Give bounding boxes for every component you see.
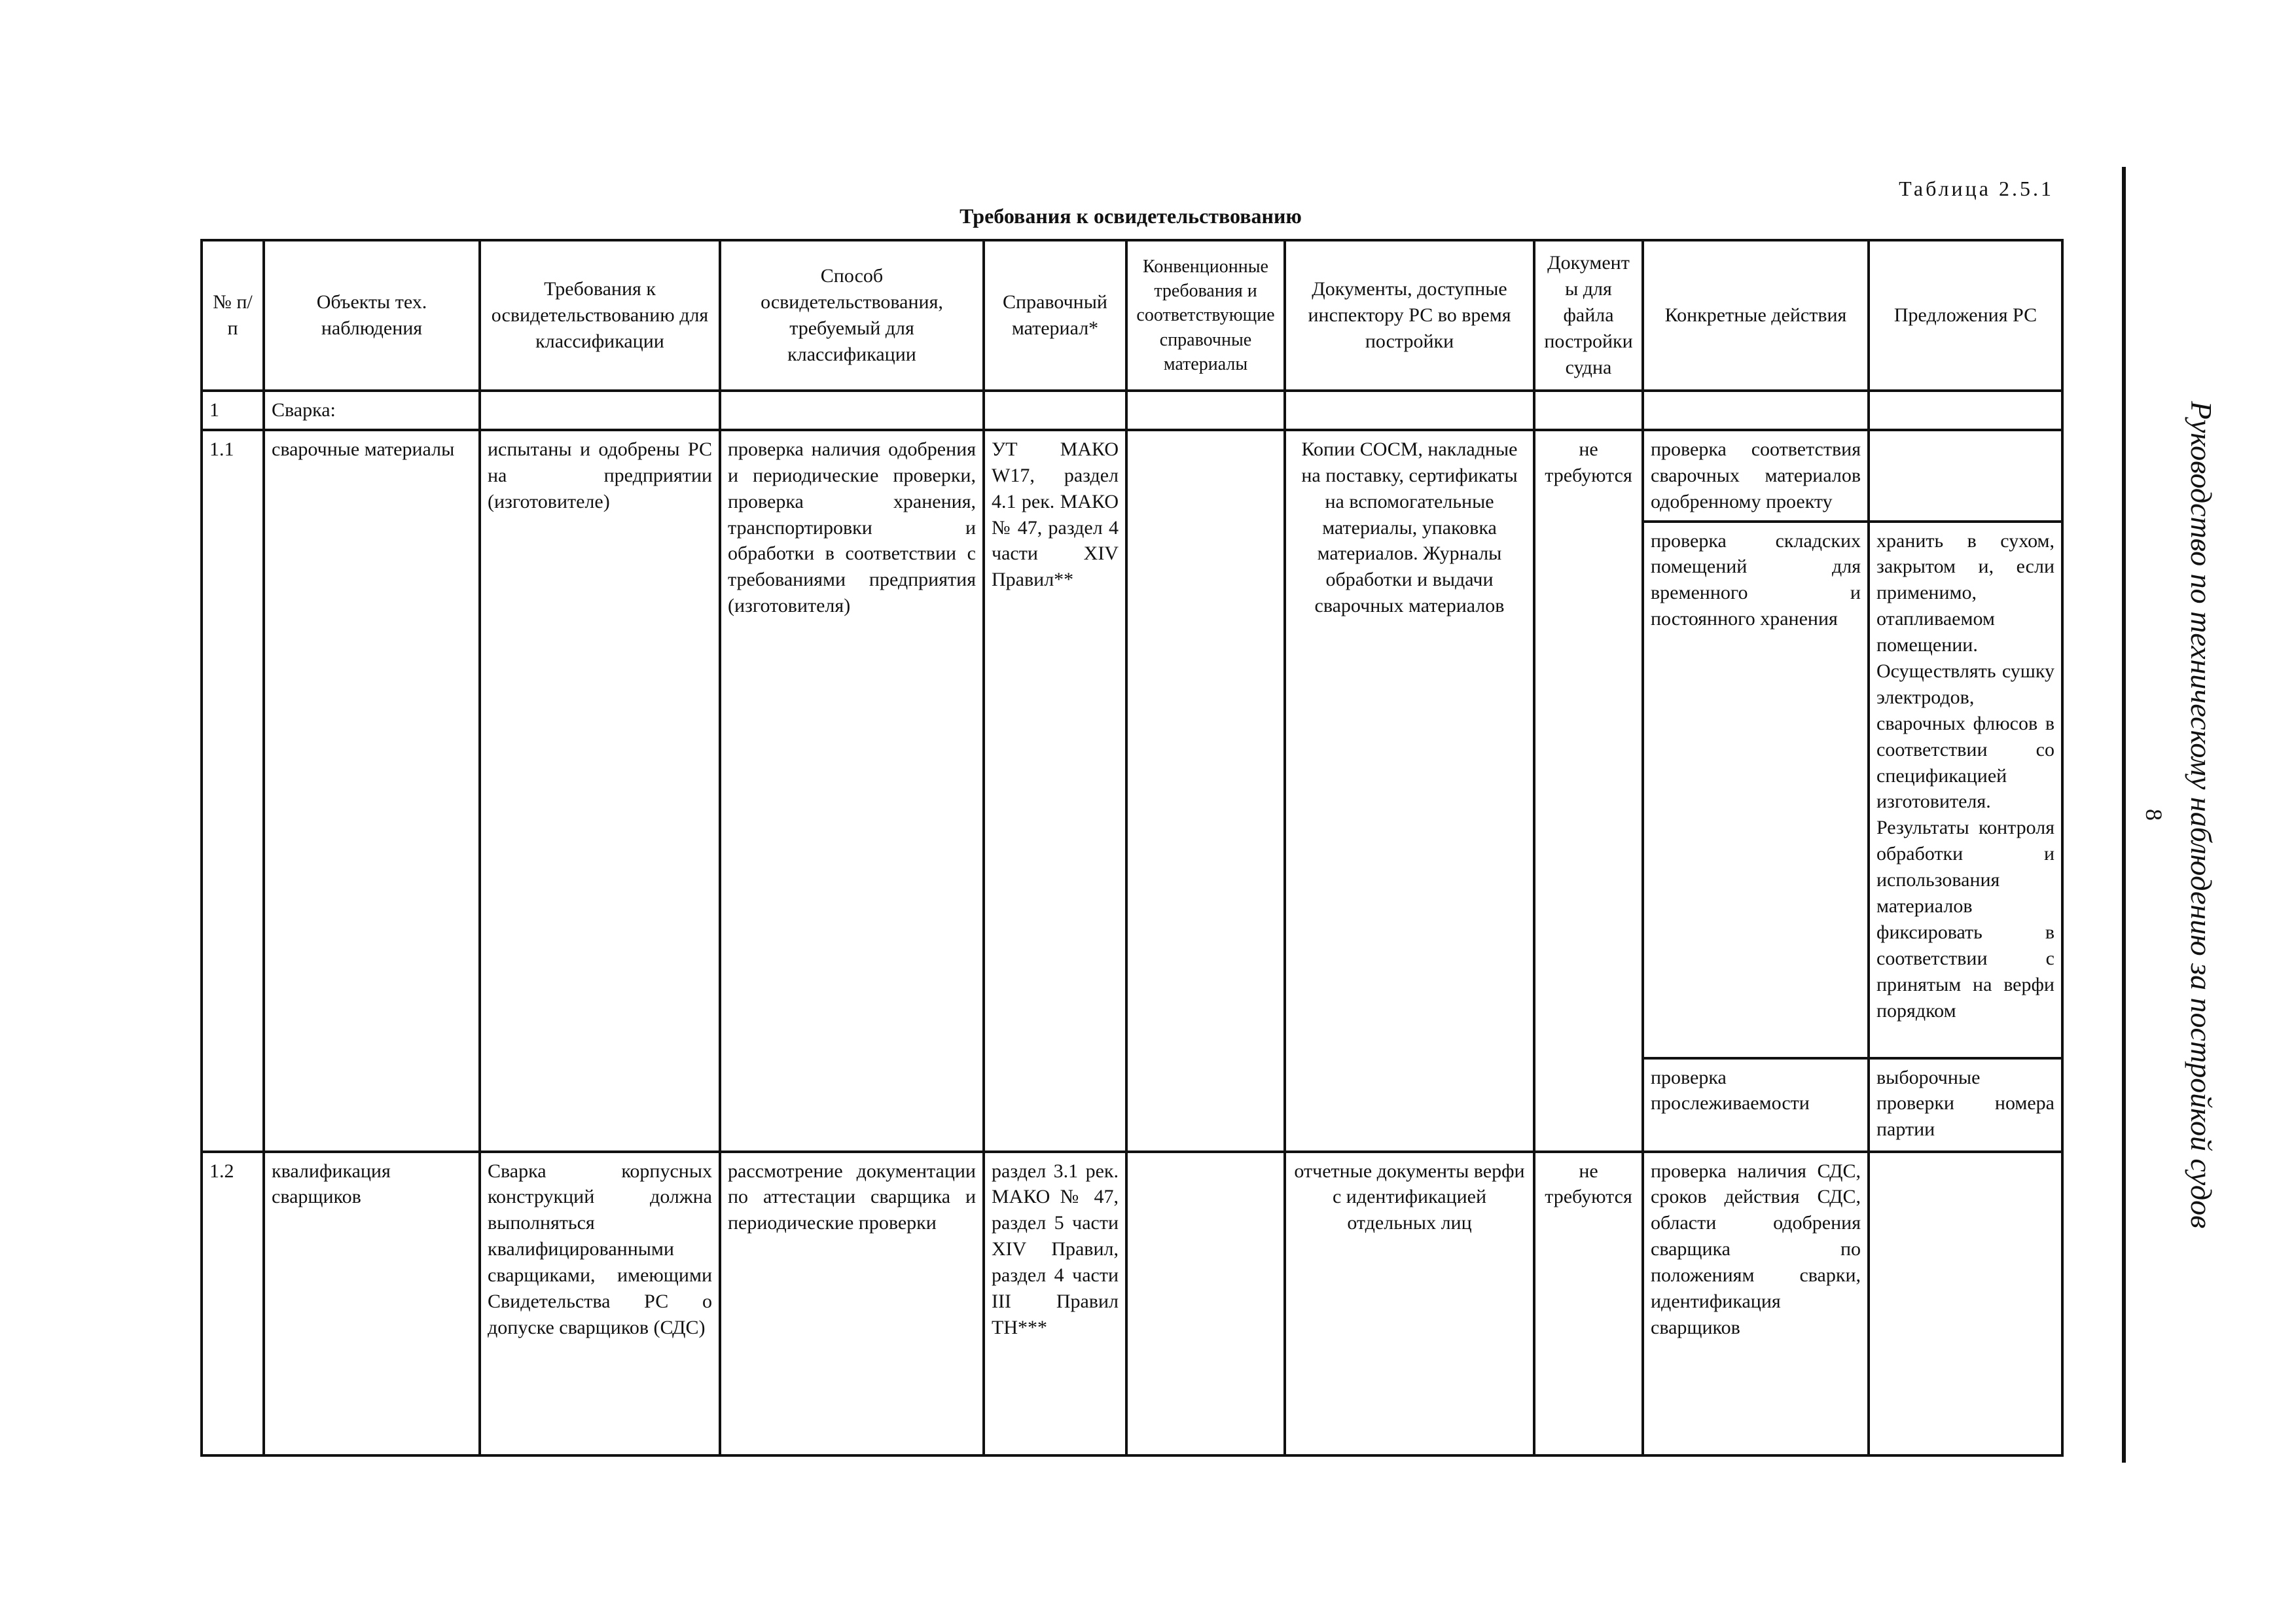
section-name: Сварка: xyxy=(264,391,480,430)
header-reference: Справочный материал* xyxy=(984,240,1126,391)
header-convention: Конвенционные требования и соответствующие справочные материалы xyxy=(1126,240,1285,391)
row-convention xyxy=(1126,1152,1285,1455)
row-proposal: хранить в сухом, закрытом и, если применимо, отапливаемом помещении. Осуществлять сушку электродов, сварочных флюсов в соответствии со спецификацией изготовителя. Результаты контроля обработки и использования материалов фиксировать в соответствии с принятым на верфи порядком xyxy=(1869,522,2062,1058)
row-action: проверка прослеживаемости xyxy=(1643,1058,1869,1152)
table-title: Требования к освидетельствованию xyxy=(960,204,1302,228)
row-file-docs: не требуются xyxy=(1534,430,1643,1152)
row-requirement: Сварка корпусных конструкций должна выполняться квалифицированными сварщиками, имеющими Свидетельства РС о допуске сварщиков (СДС) xyxy=(480,1152,720,1455)
section-num: 1 xyxy=(202,391,264,430)
table-number: Таблица 2.5.1 xyxy=(1899,177,2054,200)
header-num: № п/п xyxy=(202,240,264,391)
header-proposals: Предложения РС xyxy=(1869,240,2062,391)
row-requirement: испытаны и одобрены РС на предприятии (изготовителе) xyxy=(480,430,720,1152)
header-method: Способ освидетельствования, требуемый для классификации xyxy=(720,240,984,391)
header-requirement: Требования к освидетельствованию для классификации xyxy=(480,240,720,391)
row-method: проверка наличия одобрения и периодические проверки, проверка хранения, транспортировки и обработки в соответствии с требованиями предприятия (изготовителя) xyxy=(720,430,984,1152)
header-actions: Конкретные действия xyxy=(1643,240,1869,391)
header-object: Объекты тех. наблюдения xyxy=(264,240,480,391)
section-row xyxy=(202,391,2062,430)
row-convention xyxy=(1126,430,1285,1152)
row-object: сварочные материалы xyxy=(264,430,480,1152)
side-header xyxy=(2121,167,2219,1463)
row-proposal xyxy=(1869,1152,2062,1455)
header-file-docs: Документы для файла постройки судна xyxy=(1534,240,1643,391)
row-reference: раздел 3.1 рек. МАКО № 47, раздел 5 части XIV Правил, раздел 4 части III Правил ТН*** xyxy=(984,1152,1126,1455)
row-reference: УТ МАКО W17, раздел 4.1 рек. МАКО № 47, раздел 4 части XIV Правил** xyxy=(984,430,1126,1152)
row-method: рассмотрение документации по аттестации сварщика и периодические проверки xyxy=(720,1152,984,1455)
row-documents: Копии СОСМ, накладные на поставку, сертификаты на вспомогательные материалы, упаковка материалов. Журналы обработки и выдачи сварочных материалов xyxy=(1285,430,1534,1152)
row-action: проверка складских помещений для временного и постоянного хранения xyxy=(1643,522,1869,1058)
row-action: проверка наличия СДС, сроков действия СДС, области одобрения сварщика по положениям сварки, идентификация сварщиков xyxy=(1643,1152,1869,1455)
requirements-table xyxy=(200,239,2064,1457)
header-row xyxy=(202,240,2062,391)
row-documents: отчетные документы верфи с идентификацией отдельных лиц xyxy=(1285,1152,1534,1455)
table-row xyxy=(202,430,2062,522)
row-proposal xyxy=(1869,430,2062,522)
row-object: квалификация сварщиков xyxy=(264,1152,480,1455)
page-number: 8 xyxy=(2141,809,2167,821)
row-action: проверка соответствия сварочных материалов одобренному проекту xyxy=(1643,430,1869,522)
row-proposal: выборочные проверки номера партии xyxy=(1869,1058,2062,1152)
table-row xyxy=(202,1152,2062,1455)
row-num: 1.1 xyxy=(202,430,264,1152)
row-file-docs: не требуются xyxy=(1534,1152,1643,1455)
running-title: Руководство по техническому наблюдению за постройкой судов xyxy=(2185,401,2218,1229)
header-documents: Документы, доступные инспектору РС во время постройки xyxy=(1285,240,1534,391)
row-num: 1.2 xyxy=(202,1152,264,1455)
